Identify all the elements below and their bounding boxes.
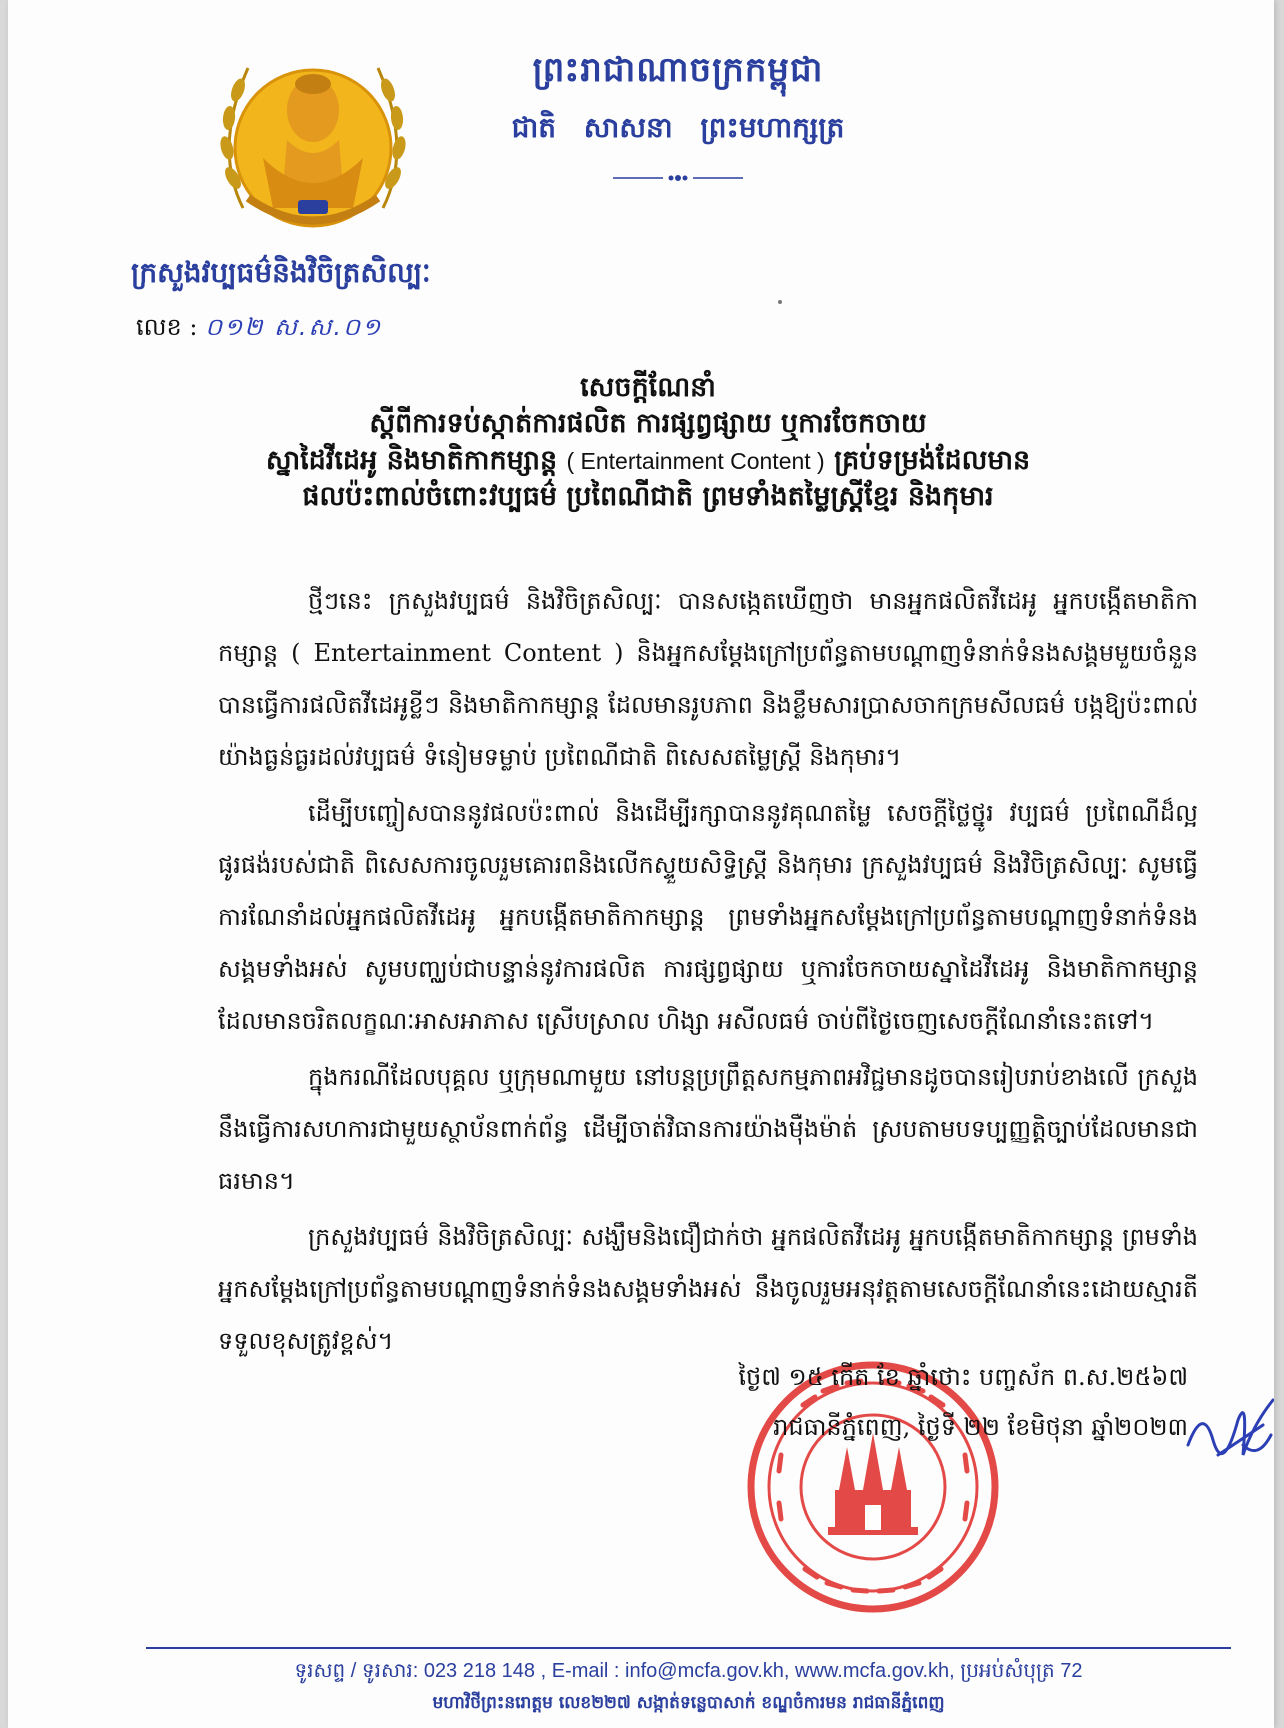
title-line-3 xyxy=(138,443,1158,479)
body-paragraph-2: ដើម្បីបញ្ចៀសបាននូវផលប៉ះពាល់ និងដើម្បីរក្សាបាននូវគុណតម្លៃ សេចក្តីថ្លៃថ្នូរ វប្បធម៌ ប្រពៃណីដ៏ល្អផូរផង់របស់ជាតិ ពិសេសការចូលរួមគោរពនិងលើកស្ទួយសិទ្ធិស្ត្រី និងកុមារ ក្រសួងវប្បធម៌ និងវិចិត្រសិល្បៈ សូមធ្វើការណែនាំដល់អ្នកផលិតវីដេអូ អ្នកបង្កើតមាតិកាកម្សាន្ត ព្រមទាំងអ្នកសម្តែងក្រៅប្រព័ន្ធតាមបណ្តាញទំនាក់ទំនងសង្គមទាំងអស់ សូមបញ្ឈប់ជាបន្ទាន់នូវការផលិត ការផ្សព្វផ្សាយ ឬការចែកចាយស្នាដៃវីដេអូ និងមាតិកាកម្សាន្តដែលមានចរិតលក្ខណៈអាសអាភាស ស្រើបស្រាល ហិង្សា អសីលធម៌ ចាប់ពីថ្ងៃចេញសេចក្តីណែនាំនេះតទៅ។ xyxy=(218,799,1198,1035)
document-body xyxy=(218,575,1198,1371)
kingdom-heading: ព្រះរាជាណាចក្រកម្ពុជា xyxy=(532,50,824,90)
ornament-divider xyxy=(613,168,743,178)
title-line-2: ស្តីពីការទប់ស្កាត់ការផលិត ការផ្សព្វផ្សាយ ឬការចែកចាយ xyxy=(369,408,927,440)
footer-address: មហាវិថីព្រះនរោត្តម លេខ២២៧ សង្កាត់ទន្លេបាសាក់ ខណ្ឌចំការមន រាជធានីភ្នំពេញ xyxy=(432,1693,945,1713)
speck xyxy=(778,300,782,304)
footer-contact: ទូរសព្ទ / ទូរសារ: 023 218 148 , E-mail : info@mcfa.gov.kh, www.mcfa.gov.kh, ប្រអប់សំបុត្រ 72 xyxy=(294,1660,1083,1682)
body-paragraph-3: ក្នុងករណីដែលបុគ្គល ឬក្រុមណាមួយ នៅបន្តប្រព្រឹត្តសកម្មភាពអវិជ្ជមានដូចបានរៀបរាប់ខាងលើ ក្រសួងនឹងធ្វើការសហការជាមួយស្ថាប័នពាក់ព័ន្ធ ដើម្បីចាត់វិធានការយ៉ាងម៉ឺងម៉ាត់ ស្របតាមបទប្បញ្ញត្តិច្បាប់ដែលមានជាធរមាន។ xyxy=(218,1063,1198,1195)
title-line-1: សេចក្តីណែនាំ xyxy=(580,372,716,403)
body-paragraph-4: ក្រសួងវប្បធម៌ និងវិចិត្រសិល្បៈ សង្ឃឹមនិងជឿជាក់ថា អ្នកផលិតវីដេអូ អ្នកបង្កើតមាតិកាកម្សាន្ត ព្រមទាំងអ្នកសម្តែងក្រៅប្រព័ន្ធតាមបណ្តាញទំនាក់ទំនងសង្គមទាំងអស់ នឹងចូលរួមអនុវត្តតាមសេចក្តីណែនាំនេះដោយស្មារតីទទួលខុសត្រូវខ្ពស់។ xyxy=(218,1223,1198,1355)
reference-number xyxy=(136,312,382,347)
body-paragraph-1: ថ្មីៗនេះ ក្រសួងវប្បធម៌ និងវិចិត្រសិល្បៈ បានសង្កេតឃើញថា មានអ្នកផលិតវីដេអូ អ្នកបង្កើតមាតិកាកម្សាន្ត ( Entertainment Content ) និងអ្នកសម្តែងក្រៅប្រព័ន្ធតាមបណ្តាញទំនាក់ទំនងសង្គមមួយចំនួន បានធ្វើការផលិតវីដេអូខ្លីៗ និងមាតិកាកម្សាន្ត ដែលមានរូបភាព និងខ្លឹមសារប្រាសចាកក្រមសីលធម៌ បង្កឱ្យប៉ះពាល់យ៉ាងធ្ងន់ធ្ងរដល់វប្បធម៌ ទំនៀមទម្លាប់ ប្រពៃណីជាតិ ពិសេសតម្លៃស្ត្រី និងកុមារ។ xyxy=(218,587,1198,771)
footer-divider xyxy=(146,1647,1231,1649)
title-line-3-a: ស្នាដៃវីដេអូ និងមាតិកាកម្សាន្ត xyxy=(265,444,558,476)
ministry-emblem-icon xyxy=(203,48,423,248)
title-line-3-b: គ្រប់ទម្រង់ដែលមាន xyxy=(834,444,1031,476)
lunar-date: ថ្ងៃ៧ ១៥ កើត ខែ ឆ្នាំថោះ បញ្ចស័ក ព.ស.២៥៦៧ xyxy=(738,1363,1188,1391)
national-motto: ជាតិ សាសនា ព្រះមហាក្សត្រ xyxy=(511,111,845,144)
ministry-name: ក្រសួងវប្បធម៌និងវិចិត្រសិល្បៈ xyxy=(131,256,431,289)
ref-number-value: ០១២ ស.ស.០១ xyxy=(205,313,383,341)
solar-date: រាជធានីភ្នំពេញ, ថ្ងៃទី ២២ ខែមិថុនា ឆ្នាំ២០២៣ xyxy=(773,1413,1188,1441)
signature-icon xyxy=(1183,1385,1274,1475)
ref-label: លេខ : xyxy=(136,313,198,341)
title-line-3-english: ( Entertainment Content ) xyxy=(566,447,825,474)
document-title xyxy=(138,370,1158,516)
document-page xyxy=(8,0,1274,1728)
title-line-4: ផលប៉ះពាល់ចំពោះវប្បធម៌ ប្រពៃណីជាតិ ព្រមទាំងតម្លៃស្ត្រីខ្មែរ និងកុមារ xyxy=(302,481,994,513)
